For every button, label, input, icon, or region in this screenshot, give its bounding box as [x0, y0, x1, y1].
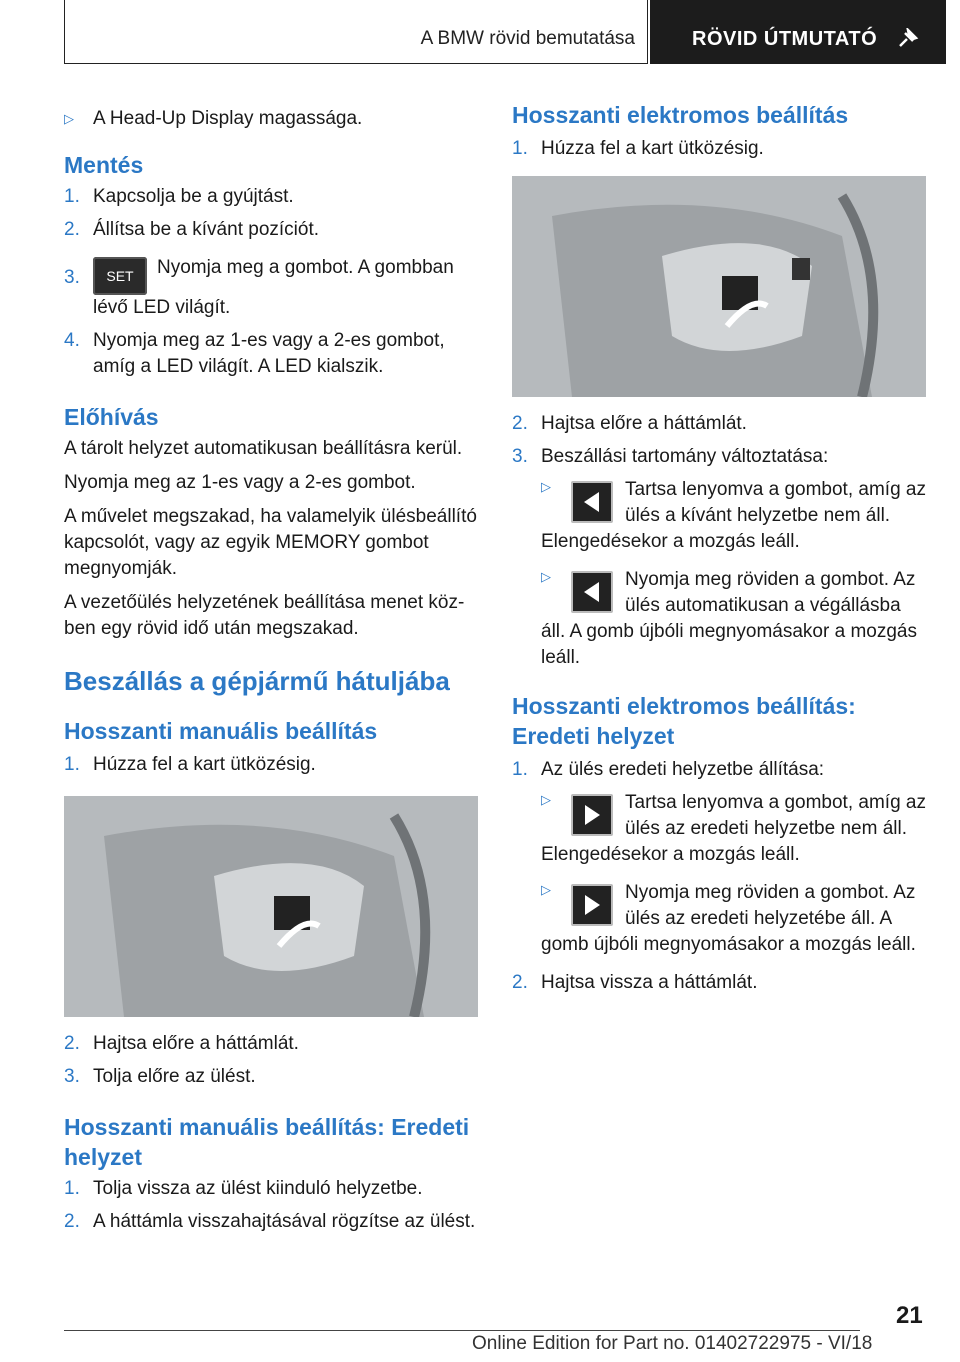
paragraph: A tárolt helyzet automatikusan beállításra kerül. — [64, 438, 463, 459]
list-item: 3. Tolja előre az ülést. — [64, 1066, 256, 1087]
paragraph: Nyomja meg az 1-es vagy a 2-es gombot. — [64, 472, 416, 493]
triangle-bullet-icon: ▷ — [541, 479, 551, 494]
footer-divider — [64, 1330, 860, 1331]
list-item: 1. Húzza fel a kart ütközésig. — [64, 754, 316, 775]
triangle-bullet-icon: ▷ — [541, 882, 551, 897]
list-item: 2. Hajtsa előre a háttámlát. — [64, 1033, 299, 1054]
right-column — [512, 100, 926, 1003]
triangle-bullet-icon: ▷ — [64, 111, 74, 126]
list-item: 1. Tolja vissza az ülést kiinduló helyzetbe. — [64, 1178, 423, 1199]
triangle-bullet-icon: ▷ — [541, 792, 551, 807]
list-item: 3. Beszállási tartomány változtatása: — [512, 446, 829, 467]
heading-elohivas: Előhívás — [64, 404, 159, 430]
paragraph: A művelet megszakad, ha valamelyik ülésbeállító kapcsolót, vagy az egyik MEMORY gombot megnyomják. — [64, 506, 477, 579]
list-item: ▷ Tartsa lenyomva a gombot, amíg az ülés a kívánt helyzetbe nem áll. Elengedésekor a mozgás leáll. — [541, 479, 926, 552]
page-number: 21 — [896, 1302, 923, 1329]
section-title: A BMW rövid bemutatása — [420, 28, 635, 49]
pushpin-icon — [898, 28, 920, 53]
heading-manual: Hosszanti manuális beállítás — [64, 718, 378, 744]
list-item: 1. Az ülés eredeti helyzetbe állítása: — [512, 759, 825, 780]
heading-mentes: Mentés — [64, 152, 144, 178]
left-column — [64, 100, 478, 1242]
list-item: 1. Húzza fel a kart ütközésig. — [512, 138, 764, 159]
header-chapter — [650, 0, 946, 64]
header-section — [64, 0, 648, 64]
set-button-icon: SET — [93, 257, 147, 295]
list-item: 2. Hajtsa vissza a háttámlát. — [512, 972, 758, 993]
list-item: 1. Kapcsolja be a gyújtást. — [64, 186, 294, 207]
arrow-left-button-icon — [571, 571, 613, 613]
list-item: 2. Hajtsa előre a háttámlát. — [512, 413, 747, 434]
list-item: ▷ Tartsa lenyomva a gombot, amíg az ülés az eredeti helyzetbe nem áll. Elengedésekor a mozgás leáll. — [541, 792, 926, 865]
heading-manual-reset: Hosszanti manuális beállítás: Eredeti helyzet — [64, 1114, 470, 1170]
heading-elec: Hosszanti elektromos beállítás — [512, 102, 849, 128]
list-item: ▷ Nyomja meg röviden a gombot. Az ülés az eredeti helyzetébe áll. A gomb újbóli megnyomásakor a mozgás leáll. — [541, 882, 916, 955]
triangle-bullet-icon: ▷ — [541, 569, 551, 584]
arrow-right-button-icon — [571, 884, 613, 926]
list-item: ▷ Nyomja meg röviden a gombot. Az ülés automatikusan a végállásba áll. A gomb újbóli megnyomásakor a mozgás leáll. — [541, 569, 917, 668]
heading-beszallas: Beszállás a gépjármű hátuljába — [64, 666, 450, 696]
edition-text: Online Edition for Part no. 01402722975 - VI/18 — [472, 1333, 873, 1354]
list-item: 4. Nyomja meg az 1-es vagy a 2-es gombot, amíg a LED világít. A LED kialszik. — [64, 330, 445, 377]
list-item: 3. SET Nyomja meg a gombot. A gombban lévő LED világít. — [64, 257, 454, 318]
lever-photo — [64, 796, 478, 1017]
paragraph: A vezetőülés helyzetének beállítása menet közben egy rövid idő után megszakad. — [64, 592, 465, 639]
chapter-title: RÖVID ÚTMUTATÓ — [692, 28, 878, 50]
lever-photo — [512, 176, 926, 397]
list-item: 2. A háttámla visszahajtásával rögzítse az ülést. — [64, 1211, 476, 1232]
list-item: 2. Állítsa be a kívánt pozíciót. — [64, 219, 320, 240]
heading-elec-reset: Hosszanti elektromos beállítás: Eredeti helyzet — [512, 693, 856, 749]
arrow-left-button-icon — [571, 481, 613, 523]
list-item: ▷ A Head-Up Display magassága. — [64, 106, 478, 132]
arrow-right-button-icon — [571, 794, 613, 836]
